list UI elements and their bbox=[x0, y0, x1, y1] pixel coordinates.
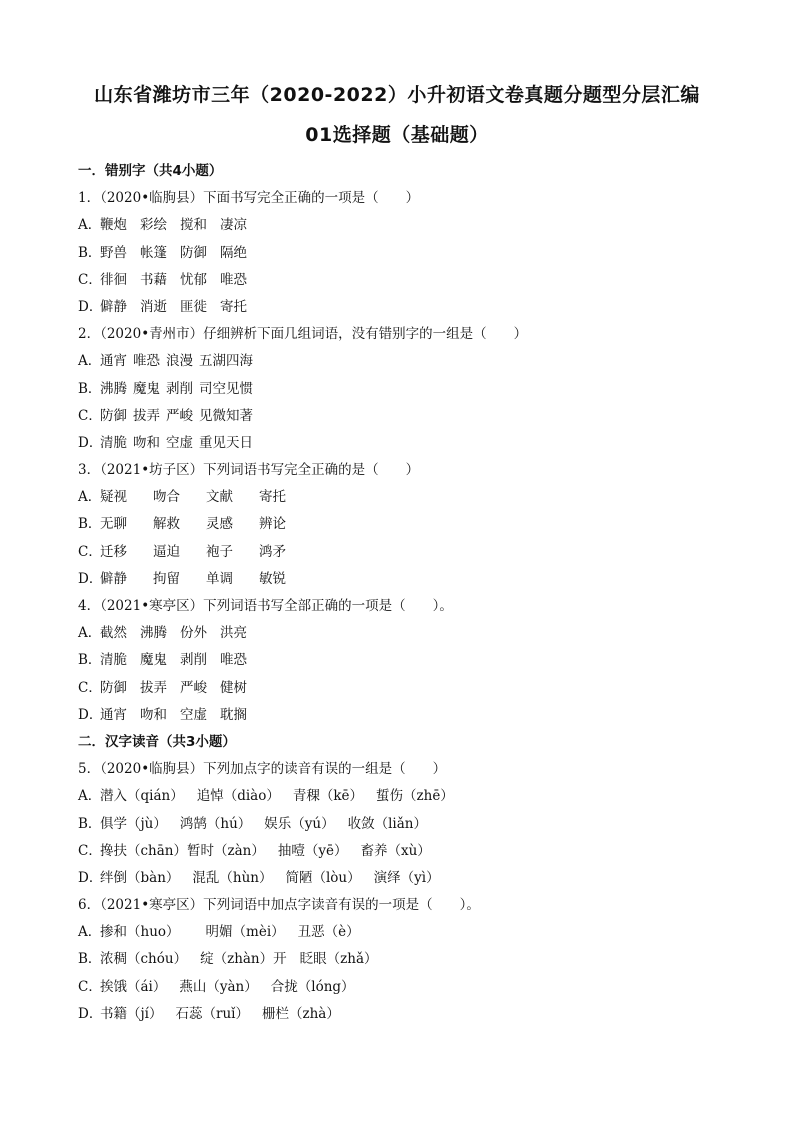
option-row bbox=[78, 702, 738, 729]
option-letter: B． bbox=[78, 244, 102, 261]
option-word: 书籍（jí） bbox=[100, 1005, 163, 1022]
option-letter: C． bbox=[78, 842, 102, 859]
option-row bbox=[78, 403, 738, 430]
option-word: 彩绘 bbox=[140, 217, 167, 234]
option-word: 潜入（qián） bbox=[100, 788, 184, 805]
option-word: 拘留 bbox=[153, 570, 180, 587]
option-word: 合拢（lóng） bbox=[270, 978, 355, 995]
option-word: 搀扶（chān）暂时（zàn） bbox=[100, 842, 265, 859]
option-word: 寄托 bbox=[259, 489, 286, 506]
option-word: 僻静 bbox=[100, 298, 127, 315]
option-row bbox=[78, 566, 738, 593]
option-word: 鸿鹄（hú） bbox=[179, 815, 252, 832]
option-word: 清脆 bbox=[100, 434, 127, 451]
option-word: 辨论 bbox=[259, 516, 286, 533]
option-word: 抽噎（yē） bbox=[277, 842, 348, 859]
option-word: 疑视 bbox=[100, 489, 127, 506]
option-word: 严峻 bbox=[166, 407, 193, 424]
option-word: 防御 bbox=[180, 244, 207, 261]
option-letter: B． bbox=[78, 951, 102, 968]
option-word: 俱学（jù） bbox=[100, 815, 167, 832]
option-word: 隔绝 bbox=[220, 244, 247, 261]
option-word: 畜养（xù） bbox=[360, 842, 431, 859]
option-letter: A． bbox=[78, 489, 102, 506]
option-row bbox=[78, 376, 738, 403]
option-letter: B． bbox=[78, 516, 102, 533]
option-letter: B． bbox=[78, 815, 102, 832]
option-word: 匪徙 bbox=[180, 298, 207, 315]
option-word: 司空见惯 bbox=[199, 380, 253, 397]
option-word: 挨饿（ái） bbox=[100, 978, 167, 995]
option-word: 简陋（lòu） bbox=[285, 869, 361, 886]
question-stem: 3．（2021•坊子区）下列词语书写完全正确的是（ ） bbox=[78, 462, 420, 479]
option-word: 燕山（yàn） bbox=[179, 978, 258, 995]
option-word: 五湖四海 bbox=[199, 353, 253, 370]
option-word: 吻合 bbox=[153, 489, 180, 506]
option-letter: A． bbox=[78, 788, 102, 805]
option-word: 丑恶（è） bbox=[297, 924, 360, 941]
option-word: 袍子 bbox=[206, 543, 233, 560]
option-letter: B． bbox=[78, 380, 102, 397]
option-letter: A． bbox=[78, 625, 102, 642]
option-word: 忧郁 bbox=[180, 271, 207, 288]
option-letter: C． bbox=[78, 978, 102, 995]
option-row bbox=[78, 783, 738, 810]
option-row bbox=[78, 511, 738, 538]
option-word: 空虚 bbox=[166, 434, 193, 451]
option-word: 栅栏（zhà） bbox=[261, 1005, 340, 1022]
option-row bbox=[78, 267, 738, 294]
option-word: 防御 bbox=[100, 679, 127, 696]
option-word: 唯恐 bbox=[220, 652, 247, 669]
option-word: 迁移 bbox=[100, 543, 127, 560]
document-title: 山东省潍坊市三年（2020-2022）小升初语文卷真题分题型分层汇编 bbox=[94, 84, 700, 106]
option-letter: A． bbox=[78, 924, 102, 941]
option-letter: D． bbox=[78, 706, 103, 723]
option-word: 鞭炮 bbox=[100, 217, 127, 234]
option-row bbox=[78, 647, 738, 674]
option-letter: B． bbox=[78, 652, 102, 669]
option-word: 魔鬼 bbox=[140, 652, 167, 669]
option-word: 寄托 bbox=[220, 298, 247, 315]
option-row bbox=[78, 946, 738, 973]
option-word: 混乱（hùn） bbox=[192, 869, 273, 886]
option-word: 野兽 bbox=[100, 244, 127, 261]
option-letter: D． bbox=[78, 434, 103, 451]
option-word: 收敛（liǎn） bbox=[347, 815, 427, 832]
option-word: 吻和 bbox=[133, 434, 160, 451]
option-word: 解救 bbox=[153, 516, 180, 533]
option-row bbox=[78, 865, 738, 892]
option-word: 灵感 bbox=[206, 516, 233, 533]
option-word: 掺和（huo） bbox=[100, 924, 180, 941]
option-word: 僻静 bbox=[100, 570, 127, 587]
option-word: 文献 bbox=[206, 489, 233, 506]
option-row bbox=[78, 212, 738, 239]
option-word: 浓稠（chóu） bbox=[100, 951, 188, 968]
option-word: 书藉 bbox=[140, 271, 167, 288]
option-word: 剥削 bbox=[166, 380, 193, 397]
option-row bbox=[78, 484, 738, 511]
option-word: 拔弄 bbox=[140, 679, 167, 696]
option-row bbox=[78, 430, 738, 457]
option-word: 唯恐 bbox=[220, 271, 247, 288]
option-word: 洪亮 bbox=[220, 625, 247, 642]
option-word: 魔鬼 bbox=[133, 380, 160, 397]
option-word: 吻和 bbox=[140, 706, 167, 723]
option-word: 沸腾 bbox=[100, 380, 127, 397]
question-stem: 5．（2020•临朐县）下列加点字的读音有误的一组是（ ） bbox=[78, 761, 447, 778]
question-stem: 4．（2021•寒亭区）下列词语书写全部正确的一项是（ ）。 bbox=[78, 598, 453, 614]
option-letter: D． bbox=[78, 869, 103, 886]
option-word: 消逝 bbox=[140, 298, 167, 315]
option-word: 绽（zhàn）开 bbox=[200, 951, 287, 968]
section-heading: 二．汉字读音（共3小题） bbox=[78, 733, 236, 750]
option-word: 敏锐 bbox=[259, 570, 286, 587]
option-row bbox=[78, 974, 738, 1001]
question-content bbox=[78, 158, 738, 1028]
option-letter: C． bbox=[78, 543, 102, 560]
option-word: 浪漫 bbox=[166, 353, 193, 370]
option-row bbox=[78, 675, 738, 702]
option-row bbox=[78, 539, 738, 566]
question-stem: 1．（2020•临朐县）下面书写完全正确的一项是（ ） bbox=[78, 190, 420, 207]
option-word: 搅和 bbox=[180, 217, 207, 234]
option-row bbox=[78, 811, 738, 838]
option-word: 份外 bbox=[180, 625, 207, 642]
option-letter: C． bbox=[78, 407, 102, 424]
option-word: 清脆 bbox=[100, 652, 127, 669]
option-word: 逼迫 bbox=[153, 543, 180, 560]
option-word: 拔弄 bbox=[133, 407, 160, 424]
option-letter: C． bbox=[78, 679, 102, 696]
option-word: 耽搁 bbox=[220, 706, 247, 723]
option-word: 凄凉 bbox=[220, 217, 247, 234]
option-word: 眨眼（zhǎ） bbox=[299, 951, 378, 968]
option-word: 明媚（mèi） bbox=[205, 924, 285, 941]
option-word: 通宵 bbox=[100, 353, 127, 370]
question-stem: 2．（2020•青州市）仔细辨析下面几组词语，没有错别字的一组是（ ） bbox=[78, 326, 528, 343]
option-word: 帐篷 bbox=[140, 244, 167, 261]
question-stem: 6．（2021•寒亭区）下列词语中加点字读音有误的一项是（ ）。 bbox=[78, 897, 480, 914]
option-word: 空虚 bbox=[180, 706, 207, 723]
option-row bbox=[78, 620, 738, 647]
option-word: 无聊 bbox=[100, 516, 127, 533]
option-word: 绊倒（bàn） bbox=[100, 869, 180, 886]
option-letter: D． bbox=[78, 298, 103, 315]
document-subtitle: 01选择题（基础题） bbox=[305, 124, 489, 146]
option-row bbox=[78, 838, 738, 865]
option-letter: D． bbox=[78, 1005, 103, 1022]
option-row bbox=[78, 1001, 738, 1028]
option-row bbox=[78, 240, 738, 267]
option-word: 蜇伤（zhē） bbox=[376, 788, 454, 805]
option-word: 重见天日 bbox=[199, 434, 253, 451]
option-row bbox=[78, 919, 738, 946]
option-word: 沸腾 bbox=[140, 625, 167, 642]
option-word: 唯恐 bbox=[133, 353, 160, 370]
option-word: 见微知著 bbox=[199, 407, 253, 424]
option-letter: D． bbox=[78, 570, 103, 587]
option-letter: C． bbox=[78, 271, 102, 288]
option-letter: A． bbox=[78, 217, 102, 234]
option-word: 石蕊（ruǐ） bbox=[175, 1005, 249, 1022]
option-row bbox=[78, 294, 738, 321]
option-word: 演绎（yì） bbox=[373, 869, 440, 886]
section-heading: 一．错别字（共4小题） bbox=[78, 163, 223, 179]
option-word: 娱乐（yú） bbox=[264, 815, 335, 832]
option-word: 鸿矛 bbox=[259, 543, 286, 560]
option-word: 健树 bbox=[220, 679, 247, 696]
option-word: 剥削 bbox=[180, 652, 207, 669]
option-row bbox=[78, 348, 738, 375]
option-word: 青稞（kē） bbox=[292, 788, 364, 805]
option-word: 防御 bbox=[100, 407, 127, 424]
option-word: 严峻 bbox=[180, 679, 207, 696]
option-word: 截然 bbox=[100, 625, 127, 642]
option-word: 追悼（diào） bbox=[196, 788, 280, 805]
option-word: 徘徊 bbox=[100, 271, 127, 288]
option-letter: A． bbox=[78, 353, 102, 370]
option-word: 单调 bbox=[206, 570, 233, 587]
option-word: 通宵 bbox=[100, 706, 127, 723]
